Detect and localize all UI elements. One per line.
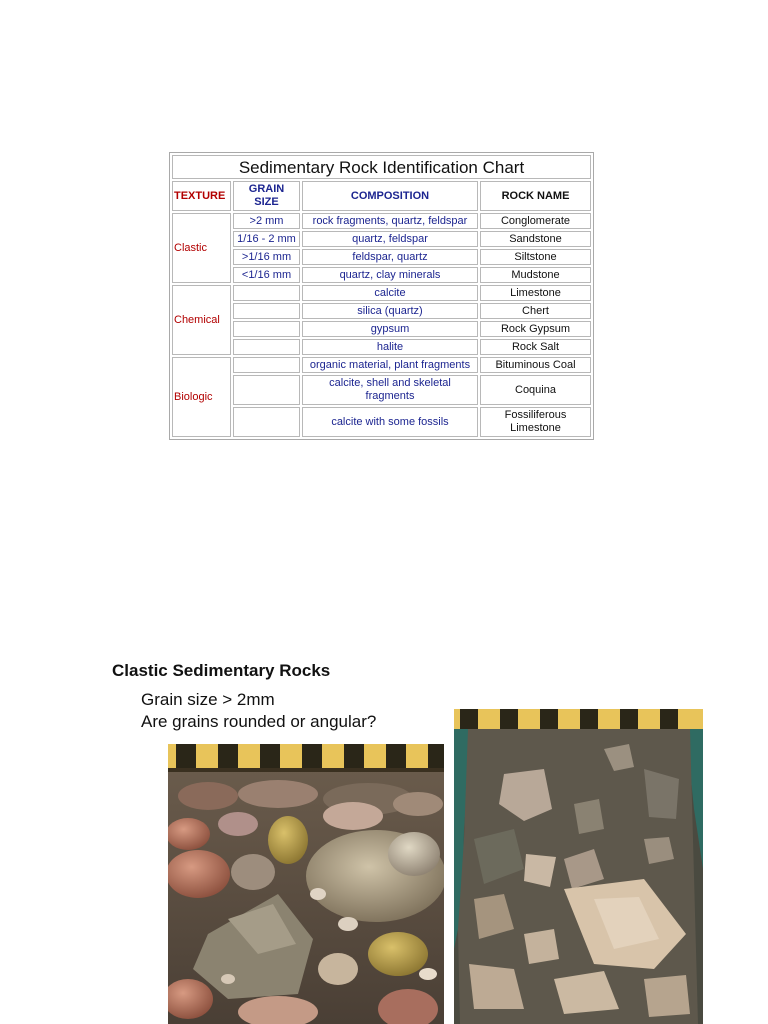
rock-name-cell: Chert	[480, 303, 591, 319]
composition-cell: calcite, shell and skeletal fragments	[302, 375, 478, 405]
header-texture: TEXTURE	[172, 181, 231, 211]
rock-name-cell: Bituminous Coal	[480, 357, 591, 373]
rock-name-cell: Coquina	[480, 375, 591, 405]
rock-identification-chart	[169, 152, 594, 440]
composition-cell: calcite	[302, 285, 478, 301]
composition-cell: calcite with some fossils	[302, 407, 478, 437]
texture-biologic: Biologic	[172, 357, 231, 437]
conglomerate-photo	[168, 744, 444, 1024]
rock-name-cell: Limestone	[480, 285, 591, 301]
breccia-photo	[454, 709, 703, 1024]
texture-chemical: Chemical	[172, 285, 231, 355]
grain-cell: 1/16 - 2 mm	[233, 231, 300, 247]
grain-cell	[233, 407, 300, 437]
section-title: Clastic Sedimentary Rocks	[112, 661, 331, 680]
composition-cell: organic material, plant fragments	[302, 357, 478, 373]
grain-cell	[233, 375, 300, 405]
composition-cell: quartz, clay minerals	[302, 267, 478, 283]
composition-cell: silica (quartz)	[302, 303, 478, 319]
composition-cell: gypsum	[302, 321, 478, 337]
composition-cell: halite	[302, 339, 478, 355]
grain-cell	[233, 357, 300, 373]
grain-cell	[233, 303, 300, 319]
header-grain-size: GRAIN SIZE	[233, 181, 300, 211]
rock-name-cell: Rock Salt	[480, 339, 591, 355]
texture-clastic: Clastic	[172, 213, 231, 283]
rock-name-cell: Rock Gypsum	[480, 321, 591, 337]
rock-name-cell: Fossiliferous Limestone	[480, 407, 591, 437]
grain-cell	[233, 339, 300, 355]
rounded-angular-question: Are grains rounded or angular?	[141, 712, 377, 731]
rock-name-cell: Sandstone	[480, 231, 591, 247]
grain-cell: <1/16 mm	[233, 267, 300, 283]
grain-cell	[233, 285, 300, 301]
grain-cell	[233, 321, 300, 337]
rock-name-cell: Siltstone	[480, 249, 591, 265]
rock-name-cell: Mudstone	[480, 267, 591, 283]
header-composition: COMPOSITION	[302, 181, 478, 211]
grain-cell: >2 mm	[233, 213, 300, 229]
grain-cell: >1/16 mm	[233, 249, 300, 265]
grain-size-note: Grain size > 2mm	[141, 690, 275, 709]
chart-title: Sedimentary Rock Identification Chart	[172, 155, 591, 179]
composition-cell: rock fragments, quartz, feldspar	[302, 213, 478, 229]
rock-name-cell: Conglomerate	[480, 213, 591, 229]
header-rock-name: ROCK NAME	[480, 181, 591, 211]
composition-cell: feldspar, quartz	[302, 249, 478, 265]
composition-cell: quartz, feldspar	[302, 231, 478, 247]
